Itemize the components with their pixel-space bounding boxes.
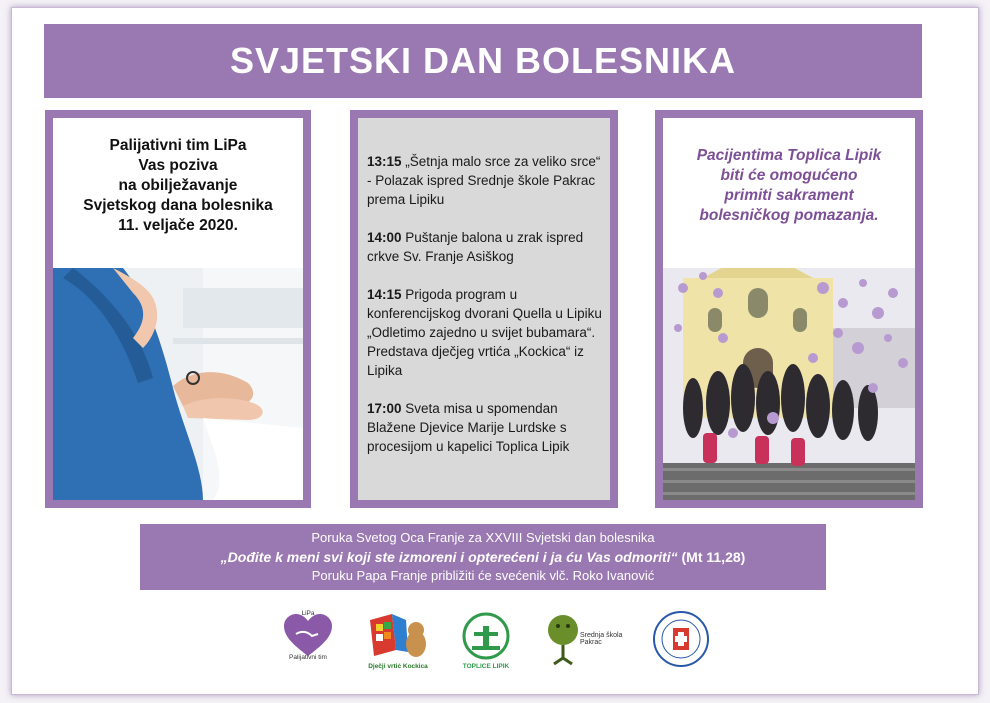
schedule-text: „Šetnja malo srce za veliko srce“ - Polazak ispred Srednje škole Pakrac prema Lipiku [367,154,601,207]
schedule-time: 14:00 [367,230,402,245]
schedule-time: 14:15 [367,287,402,302]
message-quote: „Dođite k meni svi koji ste izmoreni i opterećeni i ja ću Vas odmoriti“ [220,549,678,565]
invitation-line: 11. veljače 2020. [118,217,238,234]
invitation-panel [45,110,311,508]
church-balloons-photo [663,268,915,500]
schedule-text: Sveta misa u spomendan Blažene Djevice Marije Lurdske s procesijom u kapelici Toplica Lipik [367,401,570,454]
schedule-text: Puštanje balona u zrak ispred crkve Sv. Franje Asiškog [367,230,584,264]
invitation-line: Palijativni tim LiPa [109,137,247,154]
message-quote-line [140,547,826,567]
nurse-photo [53,268,303,500]
page-title: SVJETSKI DAN BOLESNIKA [229,40,737,81]
patients-line: Pacijentima Toplica Lipik [696,147,882,164]
toplice-caption: TOPLICE LIPIK [462,663,510,670]
schedule-item [367,228,602,266]
pope-message-banner [140,524,826,590]
fountain-icon [460,612,512,660]
schedule-time: 13:15 [367,154,402,169]
patients-line: biti će omogućeno [720,167,858,184]
schedule-item [367,285,602,380]
lipa-caption-top: LiPa [301,610,315,617]
chestnut-icon [546,612,580,666]
lipa-caption: Palijativni tim [289,654,327,661]
message-reference: (Mt 11,28) [681,549,746,565]
schedule-text: Prigoda program u konferencijskog dvorani Quella u Lipiku „Odletimo zajedno u svijet bubamara“. Predstava dječjeg vrtića „Kockica“ iz Lipika [367,287,602,378]
patients-note [663,146,915,226]
title-banner [44,24,922,98]
school-caption: Srednja škola Pakrac [580,632,623,646]
rubiks-cube-icon [366,610,428,662]
schedule-item [367,152,602,209]
patients-line: primiti sakrament [724,187,854,204]
invitation-line: Svjetskog dana bolesnika [83,197,273,214]
kockica-caption: Dječji vrtić Kockica [368,663,428,670]
message-intro: Poruka Svetog Oca Franje za XXVIII Svjetski dan bolesnika [311,530,655,545]
schedule-item [367,399,602,456]
message-priest: Poruku Papa Franje približiti će svećenik vlč. Roko Ivanović [311,568,655,583]
patients-line: bolesničkog pomazanja. [699,207,879,224]
schedule-time: 17:00 [367,401,402,416]
invitation-text [53,136,303,236]
nursing-chamber-seal-icon [651,610,711,668]
invitation-line: Vas poziva [138,157,218,174]
schedule-panel [350,110,618,508]
patients-panel [655,110,923,508]
invitation-line: na obilježavanje [118,177,238,194]
